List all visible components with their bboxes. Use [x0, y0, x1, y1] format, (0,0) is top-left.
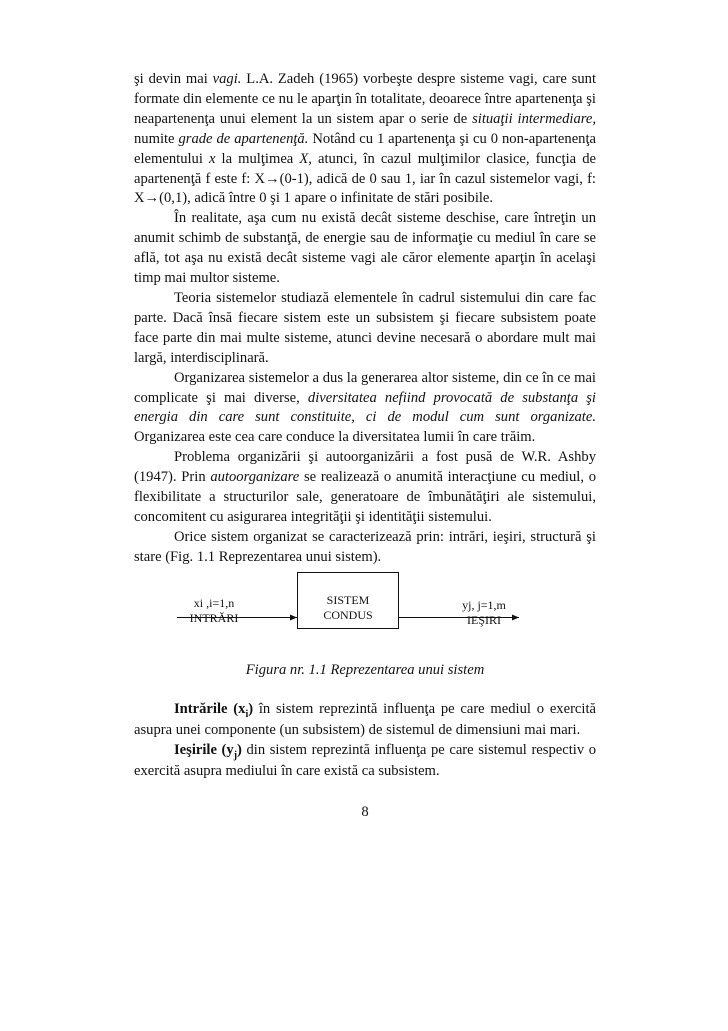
paragraph: [134, 70, 596, 209]
body-text: [134, 70, 596, 568]
text-run: În realitate, aşa cum nu există decât sisteme deschise, care întreţin un anumit schimb de substanţă, de energie sau de informaţie cu mediul în care se află, tot aşa nu există decât sisteme vagi ale căror elemente aparţin în acelaşi timp mai multor sisteme.: [134, 210, 596, 287]
system-box-label: [297, 593, 399, 623]
paragraph: [134, 209, 596, 289]
system-box-line1: SISTEM: [326, 593, 370, 607]
paragraph: [134, 289, 596, 369]
text-run: din sistem reprezintă influenţa pe care sistemul respectiv o exercită asupra mediului în care există ca subsistem.: [134, 742, 596, 779]
definitions-text: [134, 699, 596, 781]
text-run: L.A. Zadeh (1965) vorbeşte despre sisteme vagi, care sunt formate din elemente ce nu le aparţin în totalitate, deoarece între apartenenţa şi neapartenenţa unui element la un sistem apar o serie de: [134, 71, 596, 127]
text-run: diversitatea nefiind provocată de substanţa şi energia din care sunt constituite, ci de modul cum sunt organizate.: [134, 389, 596, 426]
text-run: grade de apartenenţă.: [178, 130, 309, 147]
paragraph: [134, 369, 596, 449]
text-run: Orice sistem organizat se caracterizează prin: intrări, ieşiri, structură şi stare (Fig. 1.1 Reprezentarea unui sistem).: [134, 528, 596, 565]
text-run: numite: [134, 130, 179, 147]
text-run: la mulţimea: [215, 150, 300, 167]
text-run: ): [237, 742, 242, 758]
input-arrowhead: [290, 615, 297, 621]
page-number: 8: [361, 804, 369, 820]
text-run: Teoria sistemelor studiază elementele în cadrul sistemului din care fac parte. Dacă însă fiecare sistem este un subsistem şi fiecare subsistem poate face parte din mai multe sisteme, atunci devine necesară o abordare mult mai largă, interdisciplinară.: [134, 289, 596, 366]
text-run: Organizarea este cea care conduce la diversitatea lumii în care trăim.: [134, 429, 536, 446]
text-run: ): [248, 701, 254, 717]
definition-paragraph: [134, 699, 596, 740]
text-run: Organizarea sistemelor a dus la generarea altor sisteme, din ce în ce mai complicate şi mai diverse,: [134, 369, 596, 406]
input-label-line2: INTRĂRI: [189, 611, 239, 625]
system-box-line2: CONDUS: [323, 608, 373, 622]
text-run: Intrările (x: [174, 701, 246, 717]
text-run: vagi.: [212, 71, 242, 87]
text-run: atunci, în cazul mulţimilor clasice, funcţia de apartenenţă f este f: X→(0-1), adică de 0 sau 1, iar în cazul sistemelor vagi, f: X→(0,1), adică între 0 şi 1 apare o infinitate de stări posibile.: [134, 150, 596, 207]
output-label-line2: IEŞIRI: [467, 613, 501, 627]
input-label: [174, 596, 254, 626]
text-run: i: [245, 708, 249, 720]
text-run: şi devin mai: [134, 71, 213, 87]
input-label-line1: xi ,i=1,n: [193, 596, 235, 610]
definition-paragraph: [134, 740, 596, 781]
text-run: autoorganizare: [210, 469, 300, 486]
text-run: situaţii intermediare,: [472, 110, 597, 127]
output-label: [444, 598, 524, 628]
text-run: în sistem reprezintă influenţa pe care mediul o exercită asupra unei componente (un subsistem) de sistemul de dimensiuni mai mari.: [134, 701, 596, 738]
output-label-line1: yj, j=1,m: [462, 598, 506, 612]
text-run: Notând cu 1 apartenenţa şi cu 0 non-apartenenţa elementului: [134, 130, 596, 167]
text-run: j: [233, 749, 238, 761]
text-run: X,: [299, 150, 312, 167]
text-run: Problema organizării şi autoorganizării a fost pusă de W.R. Ashby (1947). Prin: [134, 449, 596, 486]
text-run: x: [208, 150, 216, 167]
text-run: Ieşirile (y: [174, 742, 234, 758]
figure-caption: Figura nr. 1.1 Reprezentarea unui sistem: [245, 662, 485, 678]
system-diagram: [134, 560, 596, 640]
paragraph: [134, 448, 596, 528]
text-run: se realizează o anumită interacţiune cu mediul, o flexibilitate a structurilor sale, generatoare de îmbunătăţiri ale sistemului, concomitent cu asigurarea integrităţii şi identităţii sistemului.: [134, 469, 596, 525]
